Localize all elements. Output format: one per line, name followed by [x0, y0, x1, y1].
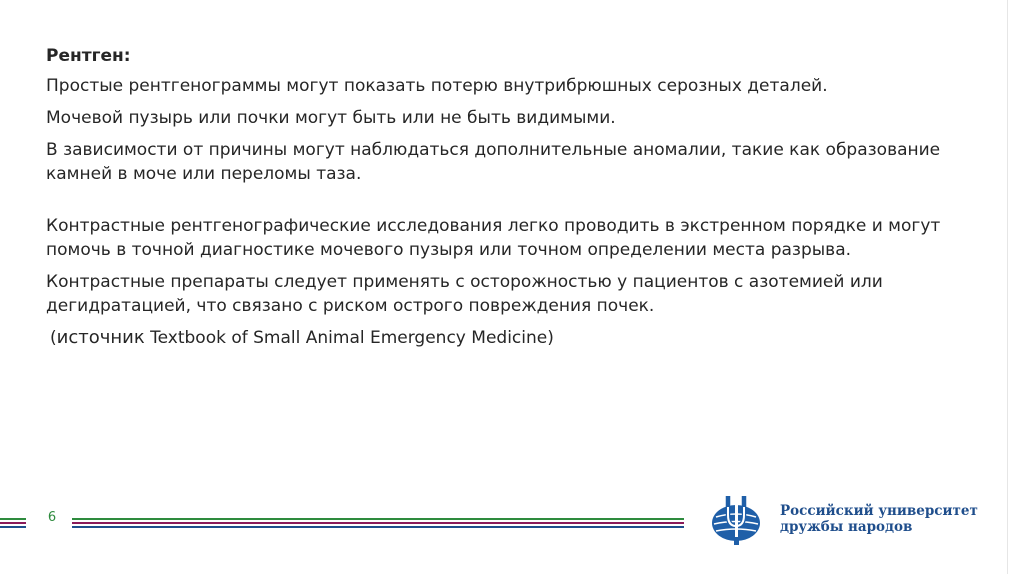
university-name-line2: дружбы народов	[780, 519, 913, 535]
footer-decorative-lines	[0, 518, 700, 532]
slide-heading: Рентген:	[46, 46, 131, 66]
paragraph-contrast-studies: Контрастные рентгенографические исследования легко проводить в экстренном порядке и могут помочь в точной диагностике мочевого пузыря или точном определении места разрыва.	[46, 216, 941, 260]
paragraph-bladder-kidneys: Мочевой пузырь или почки могут быть или не быть видимыми.	[46, 108, 616, 128]
paragraph-plain-xrays: Простые рентгенограммы могут показать потерю внутрибрюшных серозных деталей.	[46, 76, 828, 96]
page-number: 6	[47, 510, 57, 525]
paragraph-contrast-caution: Контрастные препараты следует применять с осторожностью у пациентов с азотемией или дегидратацией, что связано с риском острого повреждения почек.	[46, 272, 883, 316]
university-name-line1: Российский университет	[780, 503, 978, 519]
footer-lines-right	[72, 518, 684, 528]
slide-edge	[1007, 0, 1008, 574]
university-name	[780, 503, 1000, 535]
source-label: источник	[56, 327, 145, 348]
university-logo-icon	[708, 493, 766, 547]
source-citation	[50, 326, 946, 350]
slide-content	[46, 44, 946, 350]
source-open-paren: (	[50, 328, 57, 348]
footer-lines-left	[0, 518, 26, 528]
paragraph-additional-anomalies: В зависимости от причины могут наблюдаться дополнительные аномалии, такие как образование камней в моче или переломы таза.	[46, 140, 941, 184]
source-title: Textbook of Small Animal Emergency Medicine)	[144, 328, 554, 348]
